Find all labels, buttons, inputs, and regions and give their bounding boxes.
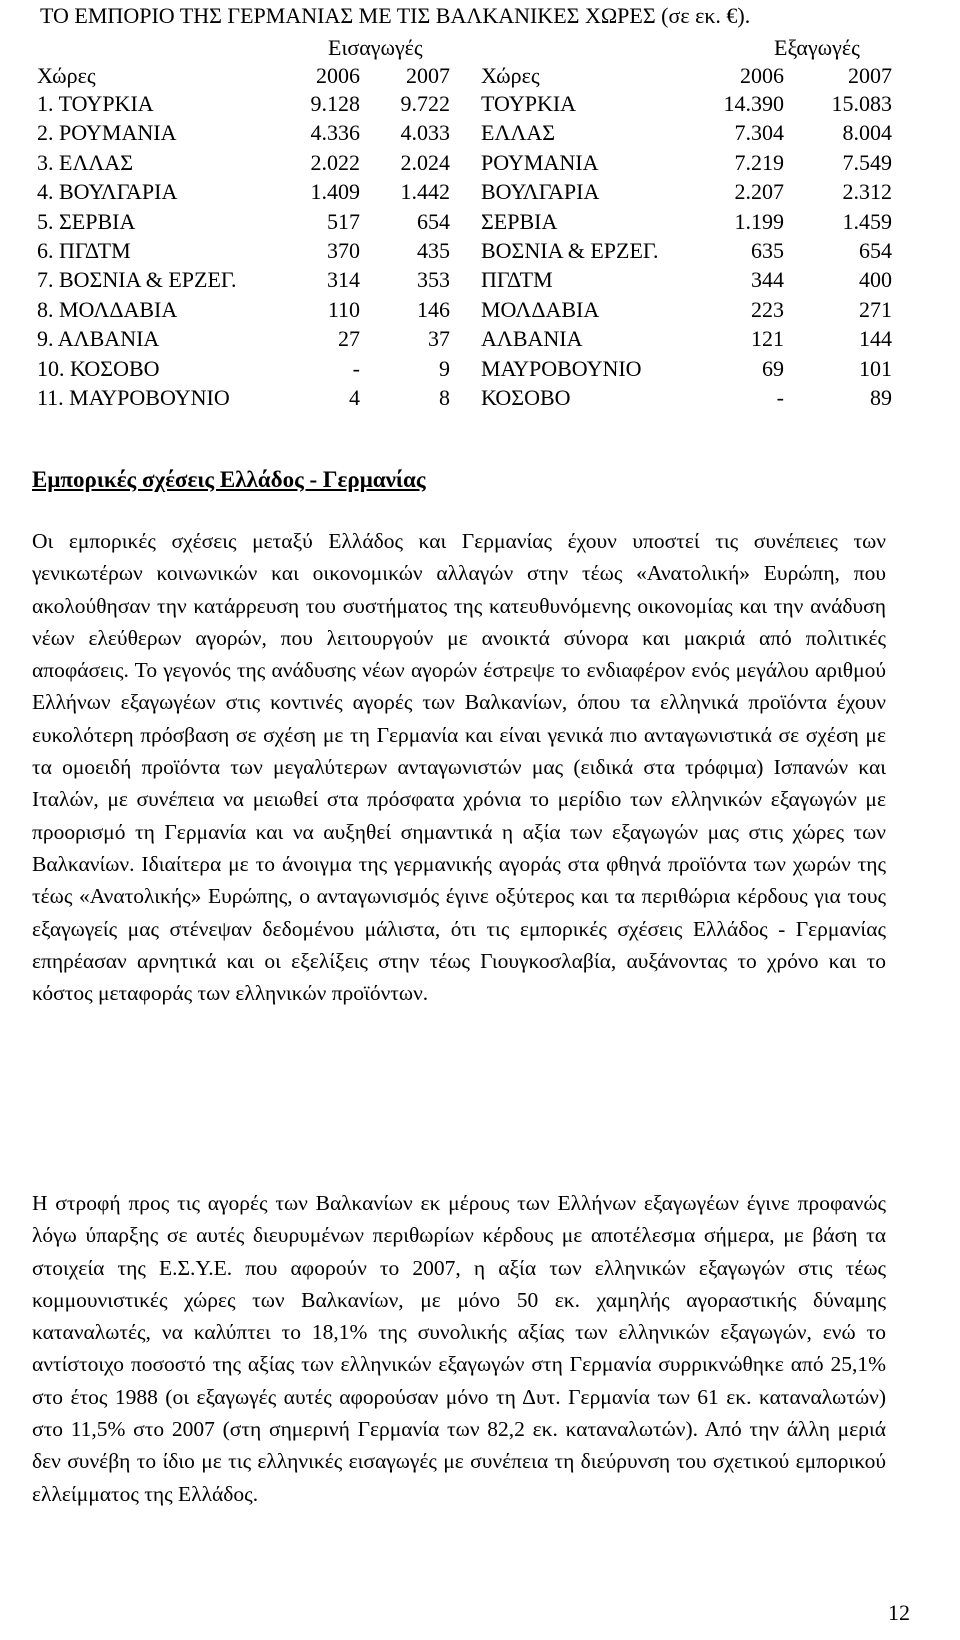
imports-2007-cell: 146 (417, 296, 450, 322)
imports-2006-cell: - (352, 355, 360, 381)
exports-2007-cell: 15.083 (831, 91, 892, 116)
exports-2006-cell: 2.207 (734, 179, 784, 205)
imports-2007-cell: 8 (439, 385, 450, 410)
exports-2007-cell: 1.459 (842, 208, 892, 234)
imports-2006-cell: 110 (327, 296, 360, 322)
exports-country-cell: ΜΑΥΡΟΒΟΥΝΙΟ (481, 355, 642, 381)
exports-2006-cell: 223 (751, 296, 784, 322)
imports-country-cell: 2. ΡΟΥΜΑΝΙΑ (37, 120, 177, 146)
exports-country-cell: ΠΓΔΤΜ (481, 267, 553, 293)
imports-2006-cell: 517 (327, 208, 360, 234)
imports-2007-cell: 4.033 (400, 120, 450, 146)
exports-year-2006-header: 2006 (740, 63, 784, 88)
imports-year-2007-header: 2007 (406, 63, 450, 88)
exports-countries-header: Χώρες (481, 63, 540, 88)
exports-country-cell: ΣΕΡΒΙΑ (481, 208, 558, 234)
exports-2006-cell: - (776, 385, 784, 410)
imports-2006-cell: 2.022 (310, 149, 360, 175)
imports-2006-cell: 27 (338, 326, 360, 352)
exports-2006-cell: 1.199 (734, 208, 784, 234)
imports-2006-cell: 314 (327, 267, 360, 293)
exports-year-2007-header: 2007 (848, 63, 892, 88)
exports-2007-cell: 144 (859, 326, 892, 352)
imports-2007-cell: 2.024 (400, 149, 450, 175)
imports-countries-header: Χώρες (37, 63, 96, 88)
exports-2006-cell: 344 (751, 267, 784, 293)
exports-2006-cell: 121 (751, 326, 784, 352)
imports-2006-cell: 4 (349, 385, 360, 410)
imports-country-cell: 1. ΤΟΥΡΚΙΑ (37, 91, 154, 116)
exports-header: Εξαγωγές (774, 35, 860, 60)
exports-country-cell: ΡΟΥΜΑΝΙΑ (481, 149, 599, 175)
exports-2007-cell: 89 (870, 385, 892, 410)
imports-country-cell: 4. ΒΟΥΛΓΑΡΙΑ (37, 179, 178, 205)
exports-country-cell: ΚΟΣΟΒΟ (481, 385, 571, 410)
section-heading: Εμπορικές σχέσεις Ελλάδος - Γερμανίας (32, 467, 426, 492)
paragraph: Η στροφή προς τις αγορές των Βαλκανίων εκ μέρους των Ελλήνων εξαγωγέων έγινε προφανώς λόγω ύπαρξης σε αυτές διευρυμένων περιθωρίων κέρδους με αποτέλεσμα σήμερα, με βάση τα στοιχεία της Ε.Σ.Υ.Ε. που αφορούν το 2007, η αξία των ελληνικών εξαγωγών στις τέως κομμουνιστικές χώρες των Βαλκανίων, με μόνο 50 εκ. χαμηλής αγοραστικής δύναμης καταναλωτές, να καλύπτει το 18,1% της συνολικής αξίας των ελληνικών εξαγωγών, ενώ το αντίστοιχο ποσοστό της αξίας των ελληνικών εξαγωγών στη Γερμανία συρρικνώθηκε από 25,1% στο έτος 1988 (οι εξαγωγές αυτές αφορούσαν μόνο τη Δυτ. Γερμανία των 61 εκ. καταναλωτών) στο 11,5% στο 2007 (στη σημερινή Γερμανία των 82,2 εκ. καταναλωτών). Από την άλλη μεριά δεν συνέβη το ίδιο με τις ελληνικές εισαγωγές με συνέπεια τη διεύρυνση του σχετικού εμπορικού ελλείμματος της Ελλάδος. (32, 1191, 886, 1506)
imports-2007-cell: 435 (417, 238, 450, 263)
imports-year-2006-header: 2006 (316, 63, 360, 88)
imports-2006-cell: 9.128 (310, 91, 360, 116)
imports-2007-cell: 9 (439, 355, 450, 381)
exports-2007-cell: 2.312 (842, 179, 892, 205)
exports-country-cell: ΤΟΥΡΚΙΑ (481, 91, 577, 116)
imports-2007-cell: 1.442 (400, 179, 450, 205)
page-number: 12 (888, 1600, 910, 1625)
exports-2006-cell: 7.304 (734, 120, 784, 146)
imports-country-cell: 8. ΜΟΛΔΑΒΙΑ (37, 296, 178, 322)
imports-2007-cell: 37 (428, 326, 450, 352)
exports-2007-cell: 8.004 (842, 120, 892, 146)
imports-2007-cell: 654 (417, 208, 450, 234)
imports-country-cell: 10. ΚΟΣΟΒΟ (37, 355, 160, 381)
exports-2007-cell: 654 (859, 238, 892, 263)
exports-country-cell: ΑΛΒΑΝΙΑ (481, 326, 583, 352)
exports-2006-cell: 69 (762, 355, 784, 381)
imports-country-cell: 3. ΕΛΛΑΣ (37, 149, 134, 175)
exports-2006-cell: 635 (751, 238, 784, 263)
exports-2007-cell: 271 (859, 296, 892, 322)
imports-country-cell: 9. ΑΛΒΑΝΙΑ (37, 326, 160, 352)
exports-country-cell: ΒΟΥΛΓΑΡΙΑ (481, 179, 600, 205)
exports-2007-cell: 400 (859, 267, 892, 293)
imports-country-cell: 11. ΜΑΥΡΟΒΟΥΝΙΟ (37, 385, 230, 410)
exports-country-cell: ΜΟΛΔΑΒΙΑ (481, 296, 600, 322)
imports-country-cell: 5. ΣΕΡΒΙΑ (37, 208, 136, 234)
exports-country-cell: ΕΛΛΑΣ (481, 120, 556, 146)
imports-2006-cell: 4.336 (310, 120, 360, 146)
exports-2006-cell: 14.390 (723, 91, 784, 116)
table-title: ΤΟ ΕΜΠΟΡΙΟ ΤΗΣ ΓΕΡΜΑΝΙΑΣ ΜΕ ΤΙΣ ΒΑΛΚΑΝΙΚΕΣ ΧΩΡΕΣ (σε εκ. €). (40, 3, 751, 28)
exports-2007-cell: 7.549 (842, 149, 892, 175)
exports-2007-cell: 101 (859, 355, 892, 381)
paragraph: Οι εμπορικές σχέσεις μεταξύ Ελλάδος και Γερμανίας έχουν υποστεί τις συνέπειες των γενικωτέρων κοινωνικών και οικονομικών αλλαγών στην τέως «Ανατολική» Ευρώπη, που ακολούθησαν την κατάρρευση του συστήματος της κατευθυνόμενης οικονομίας και την ανάδυση νέων ελεύθερων αγορών, που λειτουργούν με ανοικτά σύνορα και μακριά από πολιτικές αποφάσεις. Το γεγονός της ανάδυσης νέων αγορών έστρεψε το ενδιαφέρον ενός μεγάλου αριθμού Ελλήνων εξαγωγέων στις κοντινές αγορές των Βαλκανίων, όπου τα ελληνικά προϊόντα έχουν ευκολότερη πρόσβαση σε σχέση με τη Γερμανία και είναι γενικά πιο ανταγωνιστικά σε σχέση με τα ομοειδή προϊόντα των μεγαλύτερων ανταγωνιστών μας (ειδικά στα τρόφιμα) Ισπανών και Ιταλών, με συνέπεια να μειωθεί στα πρόσφατα χρόνια το μερίδιο των ελληνικών εξαγωγών με προορισμό τη Γερμανία και να αυξηθεί σημαντικά η αξία των εξαγωγών μας στις χώρες των Βαλκανίων. Ιδιαίτερα με το άνοιγμα της γερμανικής αγοράς στα φθηνά προϊόντα των χωρών της τέως «Ανατολικής» Ευρώπης, ο ανταγωνισμός έγινε οξύτερος και τα περιθώρια κέρδους για τους εξαγωγείς μας στένεψαν δεδομένου μάλιστα, ότι τις εμπορικές σχέσεις Ελλάδος - Γερμανίας επηρέασαν αρνητικά και οι εξελίξεις στην τέως Γιουγκοσλαβία, αυξάνοντας το χρόνο και το κόστος μεταφοράς των ελληνικών προϊόντων. (32, 529, 886, 1006)
imports-country-cell: 6. ΠΓΔΤΜ (37, 238, 131, 263)
imports-header: Εισαγωγές (328, 35, 423, 60)
imports-2007-cell: 353 (417, 267, 450, 293)
imports-2007-cell: 9.722 (400, 91, 450, 116)
trade-table (0, 0, 960, 420)
imports-2006-cell: 1.409 (310, 179, 360, 205)
imports-2006-cell: 370 (327, 238, 360, 263)
exports-2006-cell: 7.219 (734, 149, 784, 175)
imports-country-cell: 7. ΒΟΣΝΙΑ & ΕΡΖΕΓ. (37, 267, 237, 293)
exports-country-cell: ΒΟΣΝΙΑ & ΕΡΖΕΓ. (481, 238, 659, 263)
